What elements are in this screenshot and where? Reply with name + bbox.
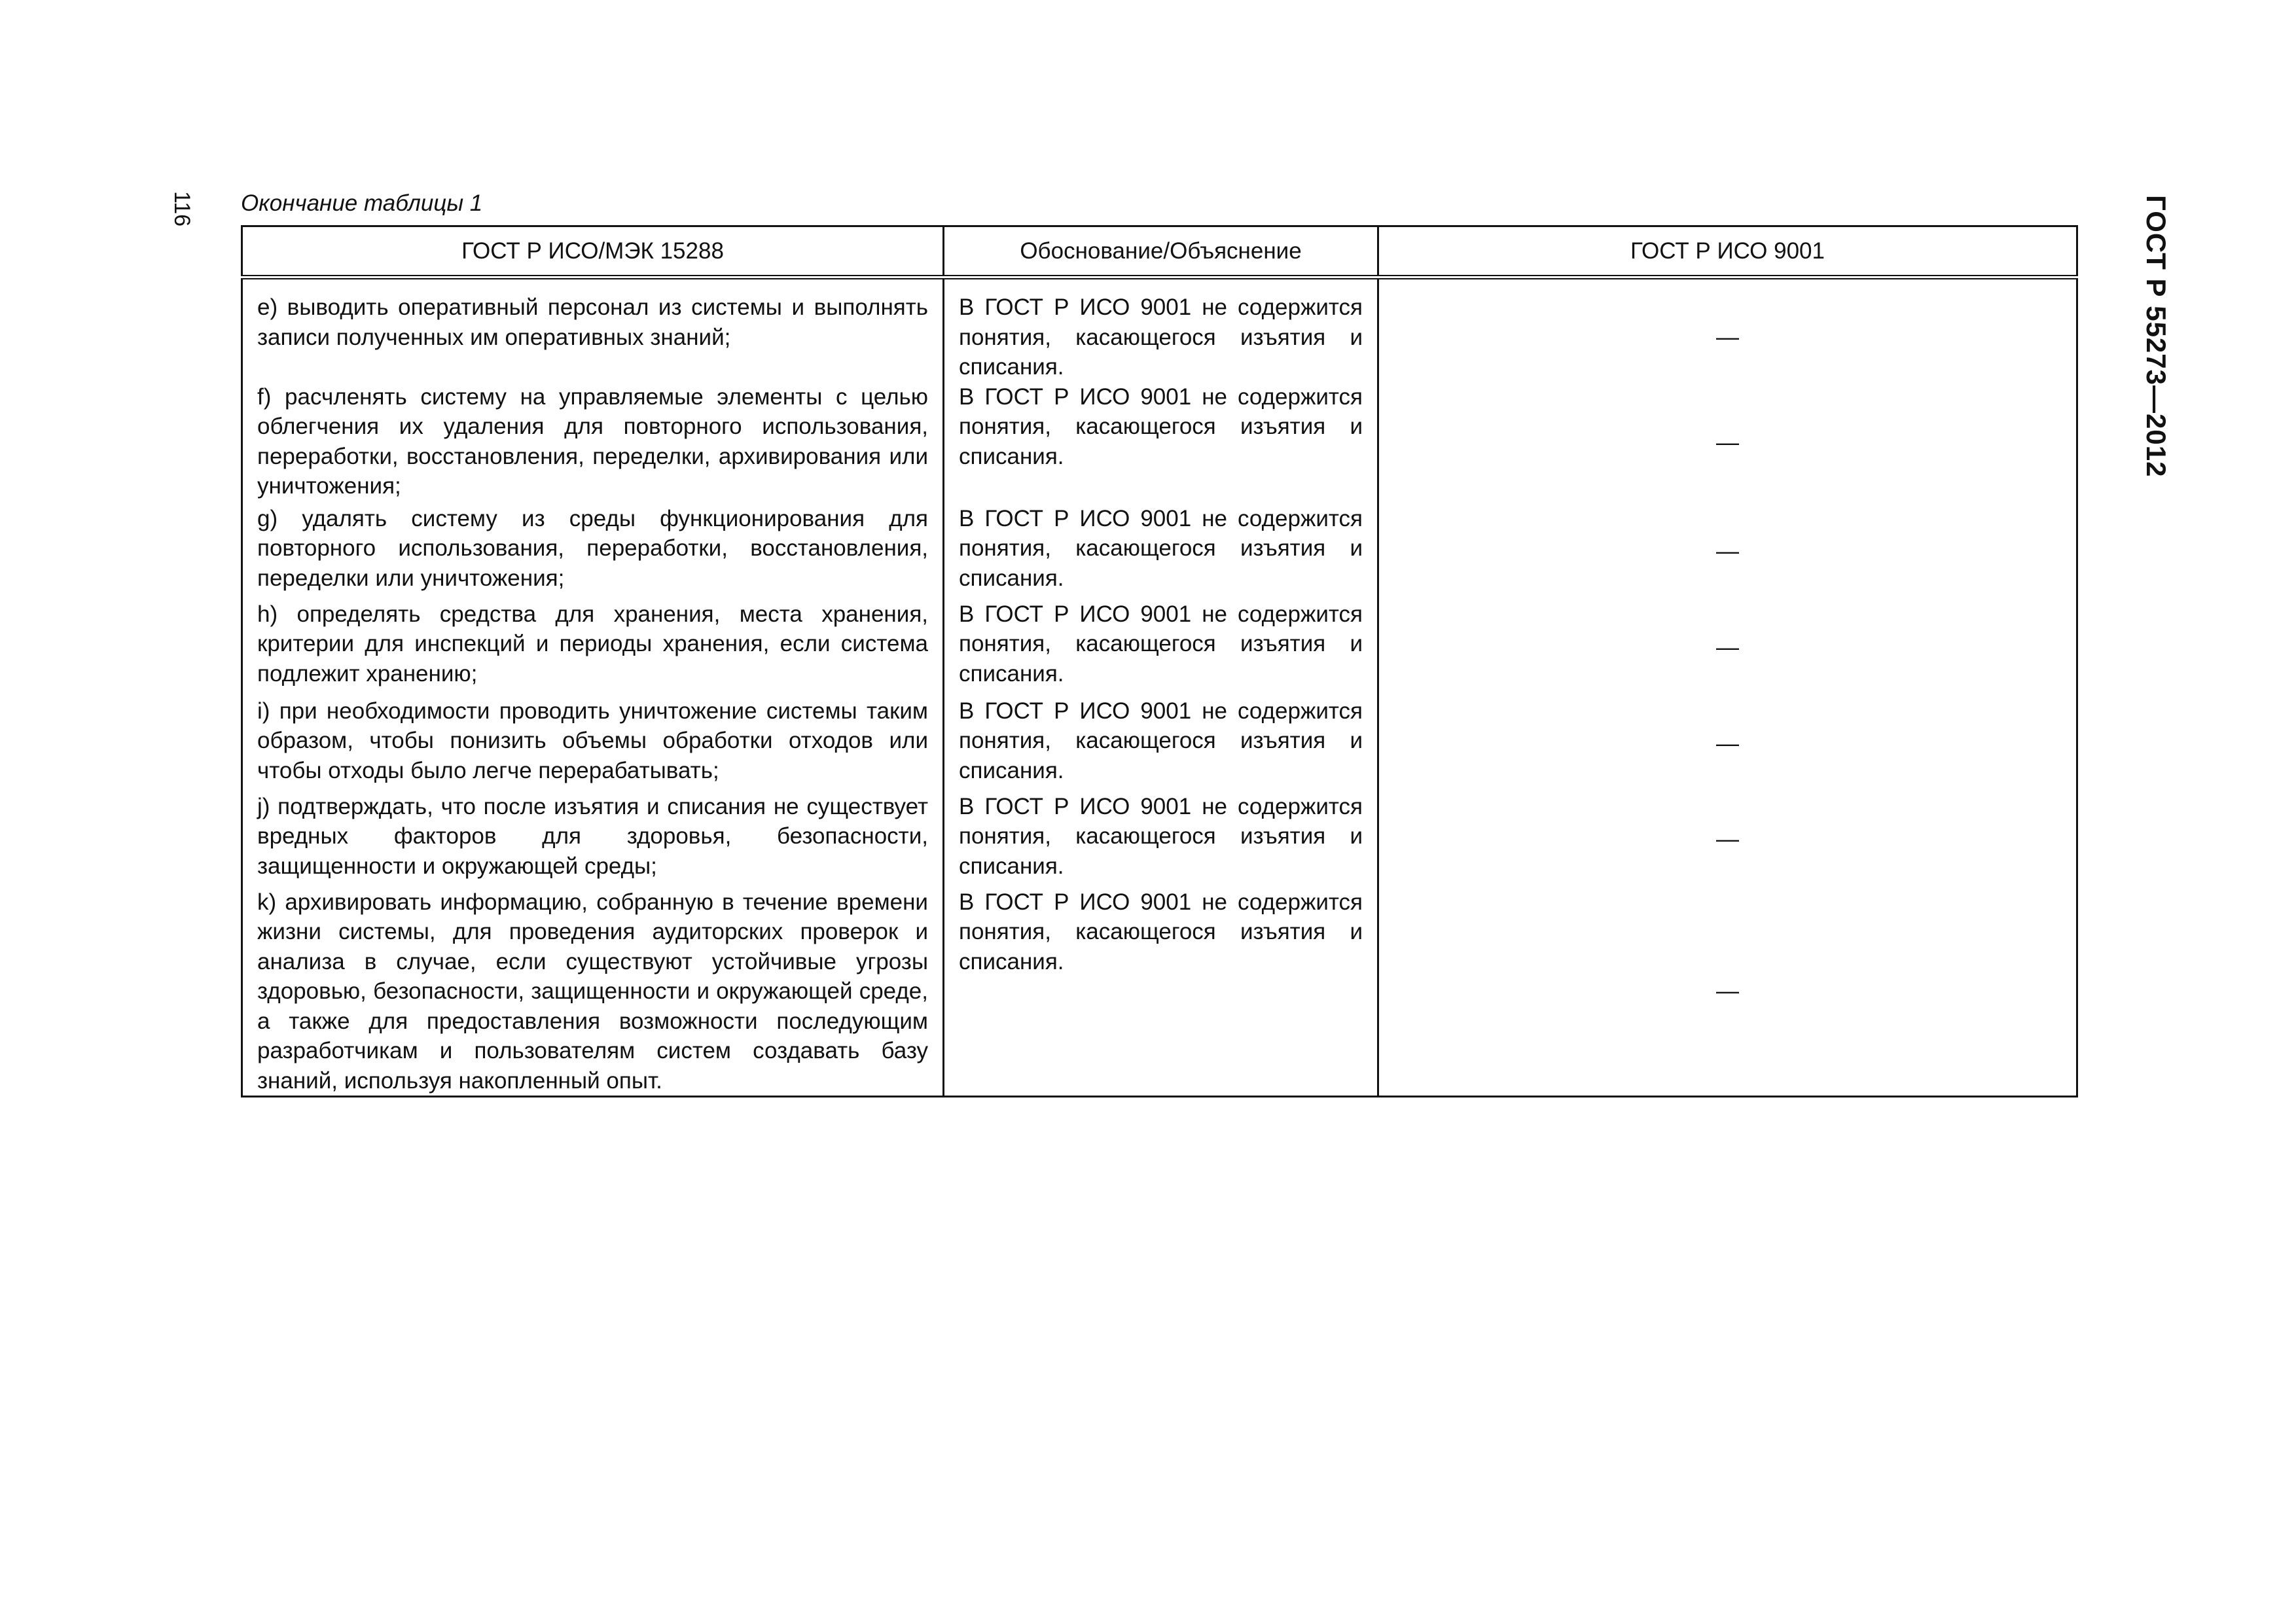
cell-text: j) подтверждать, что после изъятия и списания не существует вредных факторов для здоровья, безопасности, защищенности и окружающей среды; [257,793,928,879]
cell-iso9001 [1378,599,2077,696]
header-iso15288: ГОСТ Р ИСО/МЭК 15288 [242,226,944,277]
table-row [242,792,2077,887]
cell-text: — [1716,826,1739,852]
cell-rationale [944,277,1378,382]
cell-iso15288 [242,696,944,792]
cell-text: h) определять средства для хранения, места хранения, критерии для инспекций и периоды хранения, если система подлежит хранению; [257,601,928,687]
cell-text: В ГОСТ Р ИСО 9001 не содержится понятия, касающегося изъятия и списания. [959,889,1363,974]
cell-rationale [944,382,1378,504]
cell-text: i) при необходимости проводить уничтожение системы таким образом, чтобы понизить объемы обработки отходов или чтобы отходы было легче перерабатывать; [257,698,928,783]
cell-text: k) архивировать информацию, собранную в течение времени жизни системы, для проведения аудиторских проверок и анализа в случае, если существуют устойчивые угрозы здоровью, безопасности, защищенности и окружающей среде, а также для предоставления возможности последующим разработчикам и пользователям систем создавать базу знаний, используя накопленный опыт. [257,889,928,1094]
header-row [242,226,2077,277]
page-number: 116 [170,191,194,227]
cell-text: f) расчленять систему на управляемые элементы с целью облегчения их удаления для повторного использования, переработки, восстановления, переделки, архивирования или уничтожения; [257,383,928,499]
cell-text: — [1716,429,1739,455]
cell-rationale [944,599,1378,696]
cell-text: — [1716,634,1739,660]
cell-text: — [1716,730,1739,757]
cell-iso15288 [242,599,944,696]
table-row [242,382,2077,504]
table-caption: Окончание таблицы 1 [241,190,483,216]
cell-rationale [944,696,1378,792]
cell-rationale [944,792,1378,887]
cell-text: В ГОСТ Р ИСО 9001 не содержится понятия, касающегося изъятия и списания. [959,698,1363,783]
cell-text: В ГОСТ Р ИСО 9001 не содержится понятия, касающегося изъятия и списания. [959,601,1363,687]
cell-text: В ГОСТ Р ИСО 9001 не содержится понятия, касающегося изъятия и списания. [959,383,1363,469]
cell-text: — [1716,978,1739,1004]
cell-rationale [944,504,1378,599]
header-rationale: Обоснование/Объяснение [944,226,1378,277]
cell-iso9001 [1378,792,2077,887]
comparison-table [241,225,2078,1097]
cell-text: — [1716,538,1739,564]
cell-iso15288 [242,277,944,382]
cell-text: — [1716,324,1739,350]
cell-text: g) удалять систему из среды функционирования для повторного использования, переработки, восстановления, переделки или уничтожения; [257,505,928,591]
cell-iso15288 [242,792,944,887]
table-row [242,599,2077,696]
cell-iso9001 [1378,382,2077,504]
cell-iso9001 [1378,504,2077,599]
cell-iso9001 [1378,696,2077,792]
table-row [242,504,2077,599]
cell-iso15288 [242,887,944,1097]
cell-iso15288 [242,382,944,504]
table-row [242,277,2077,382]
cell-text: В ГОСТ Р ИСО 9001 не содержится понятия, касающегося изъятия и списания. [959,793,1363,879]
cell-iso15288 [242,504,944,599]
cell-iso9001 [1378,887,2077,1097]
cell-text: В ГОСТ Р ИСО 9001 не содержится понятия, касающегося изъятия и списания. [959,505,1363,591]
cell-text: В ГОСТ Р ИСО 9001 не содержится понятия, касающегося изъятия и списания. [959,294,1363,380]
table-row [242,887,2077,1097]
document-code: ГОСТ Р 55273—2012 [2141,195,2172,478]
table-header [242,226,2077,277]
cell-text: e) выводить оперативный персонал из системы и выполнять записи полученных им оперативных знаний; [257,294,928,350]
table-body [242,277,2077,1097]
cell-iso9001 [1378,277,2077,382]
cell-rationale [944,887,1378,1097]
header-iso9001: ГОСТ Р ИСО 9001 [1378,226,2077,277]
table-row [242,696,2077,792]
